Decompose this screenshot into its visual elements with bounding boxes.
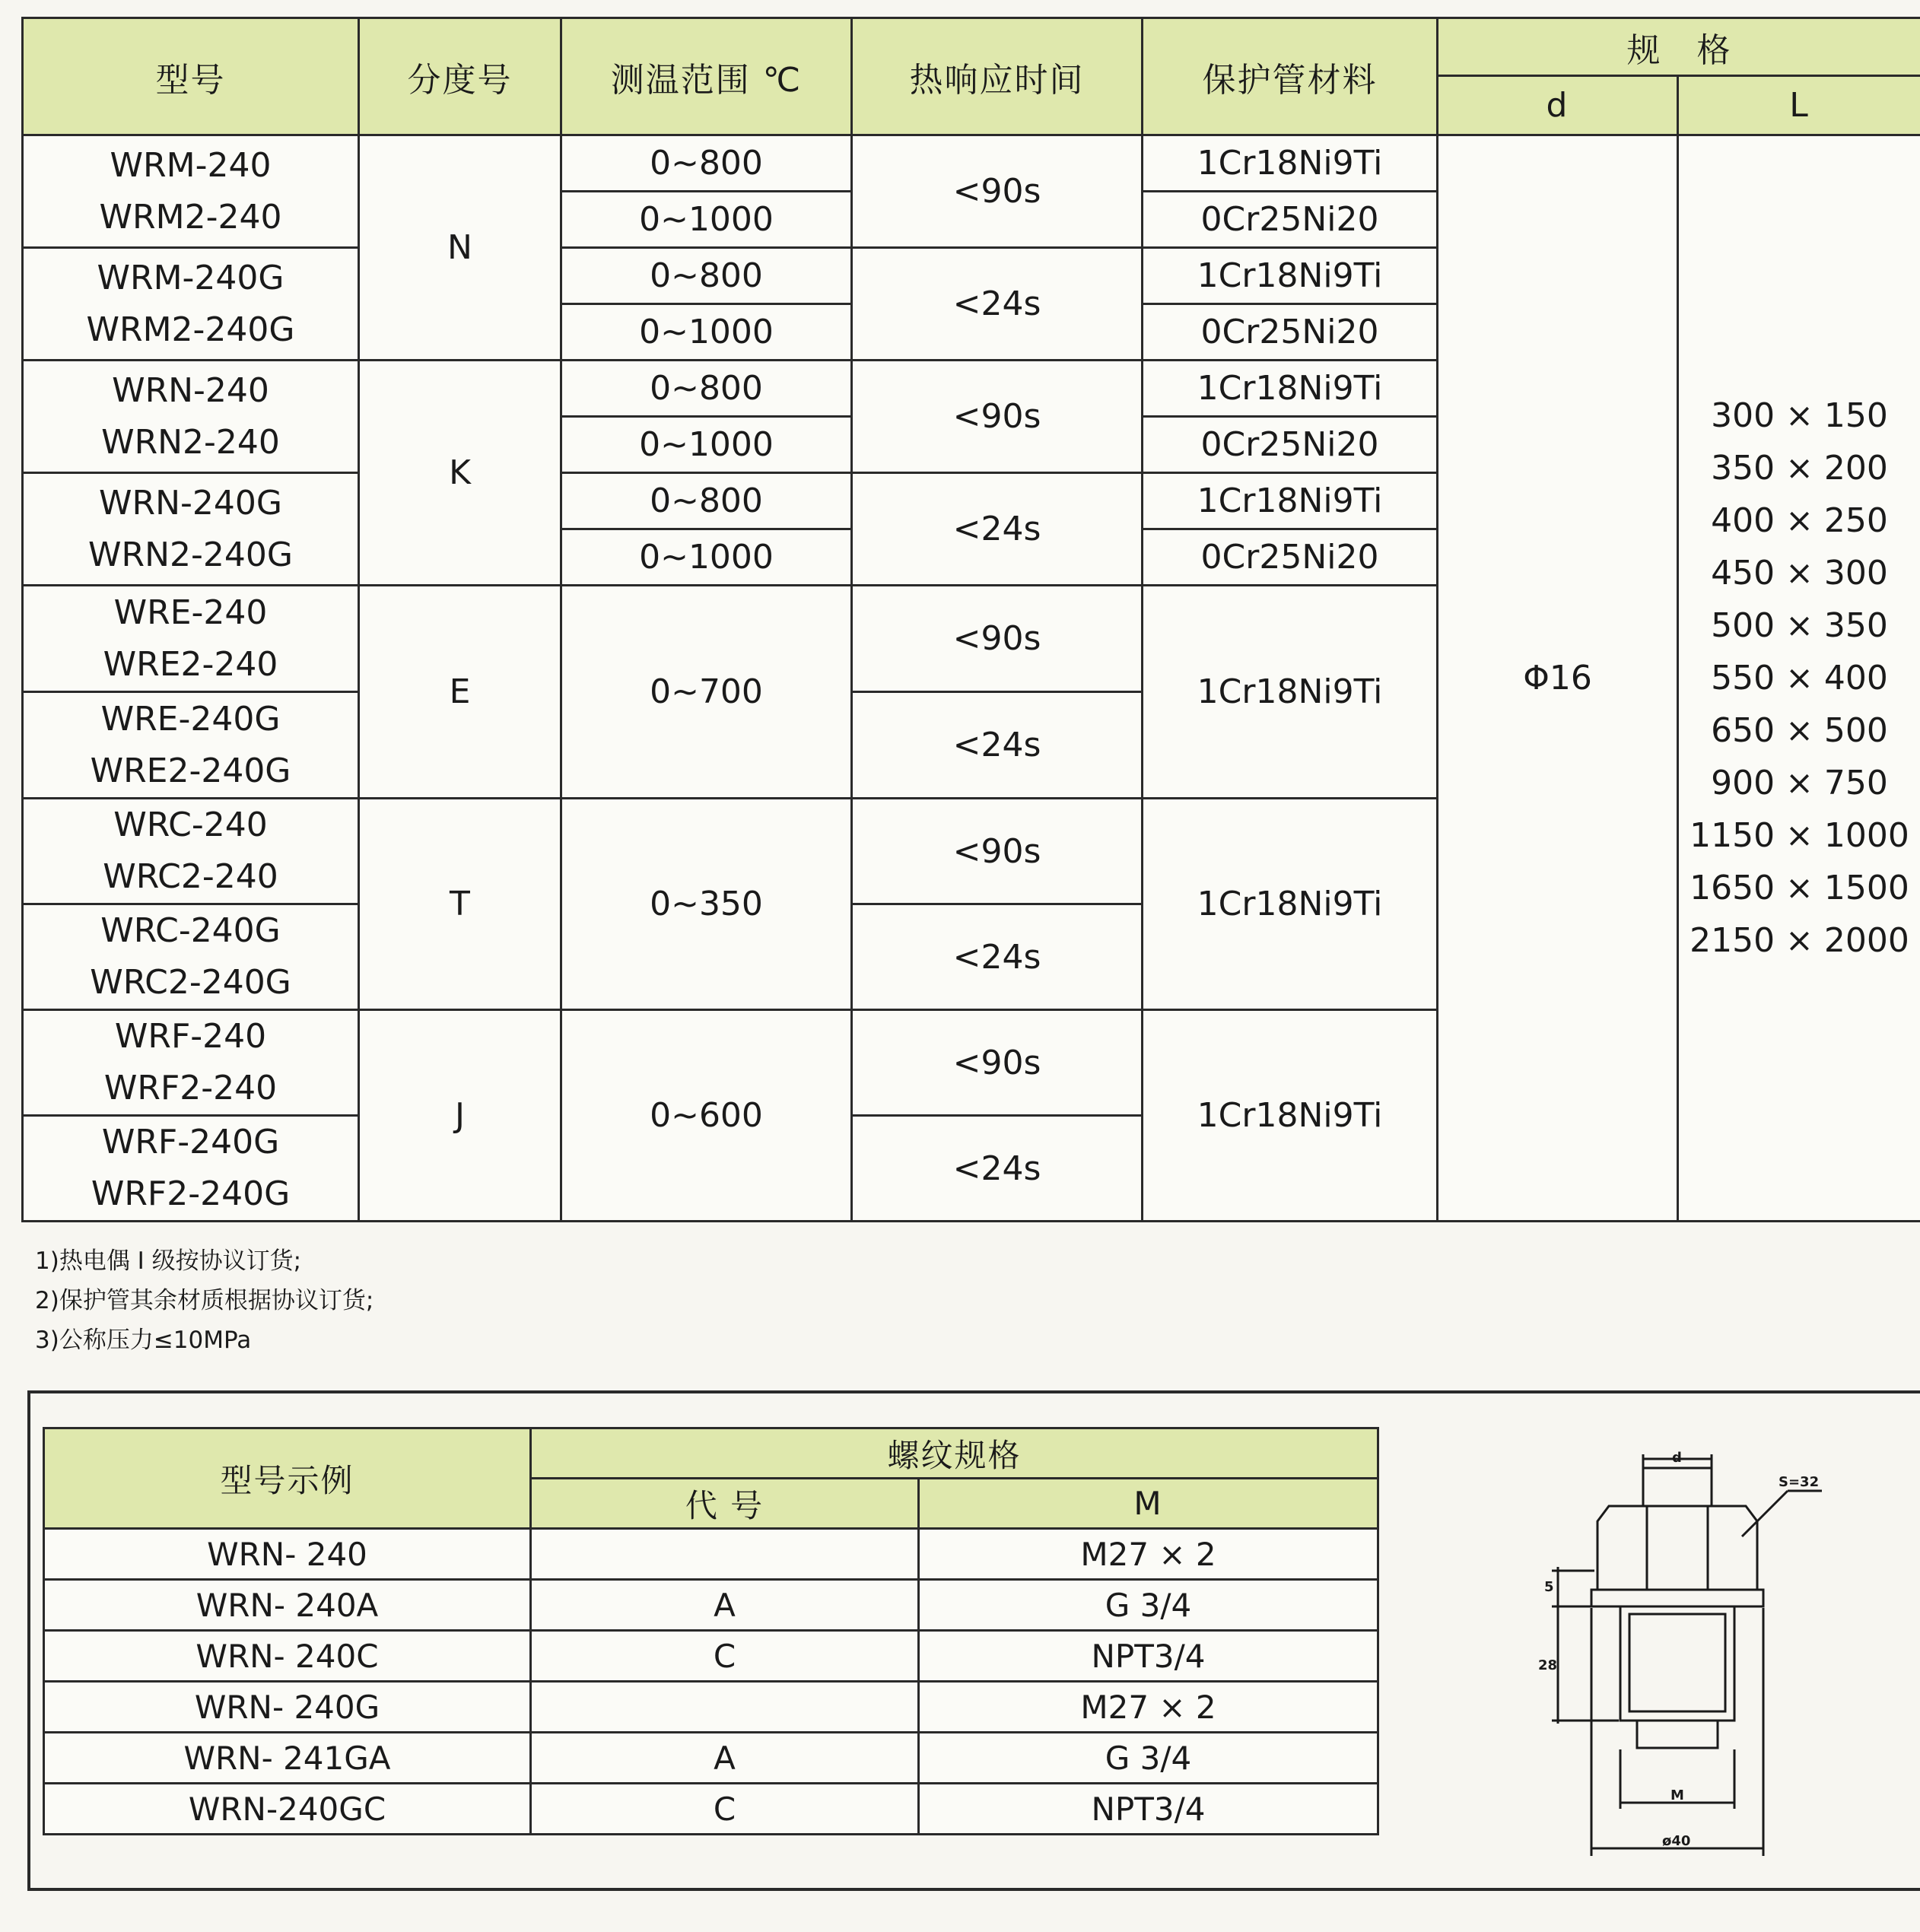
model-cell: WRC-240G WRC2-240G <box>23 904 359 1010</box>
note-1: 1)热电偶 I 级按协议订货; <box>35 1247 302 1275</box>
model-cell: WRN-240G WRN2-240G <box>23 473 359 586</box>
graduation-cell: N <box>359 135 561 361</box>
material-cell: 1Cr18Ni9Ti <box>1143 799 1438 1010</box>
example-model: WRN-240GC <box>44 1784 531 1835</box>
thread-M: NPT3/4 <box>919 1784 1378 1835</box>
header-model: 型号 <box>23 18 359 135</box>
spec-table <box>21 17 1920 1222</box>
material-cell: 1Cr18Ni9Ti <box>1143 361 1438 417</box>
range-cell: 0~1000 <box>561 529 852 586</box>
range-cell: 0~600 <box>561 1010 852 1222</box>
response-cell: <24s <box>852 904 1143 1010</box>
thread-M: G 3/4 <box>919 1580 1378 1631</box>
thread-code: A <box>531 1733 919 1784</box>
table-row <box>44 1784 1378 1835</box>
model-cell: WRF-240 WRF2-240 <box>23 1010 359 1116</box>
model-cell: WRM-240 WRM2-240 <box>23 135 359 248</box>
graduation-cell: K <box>359 361 561 586</box>
header-M: M <box>919 1479 1378 1529</box>
response-cell: <90s <box>852 799 1143 904</box>
thread-M: M27 × 2 <box>919 1682 1378 1733</box>
header-spec: 规 格 <box>1438 18 1920 76</box>
material-cell: 1Cr18Ni9Ti <box>1143 586 1438 799</box>
material-cell: 1Cr18Ni9Ti <box>1143 248 1438 304</box>
table-row <box>44 1580 1378 1631</box>
range-cell: 0~1000 <box>561 192 852 248</box>
model-cell: WRC-240 WRC2-240 <box>23 799 359 904</box>
header-material: 保护管材料 <box>1143 18 1438 135</box>
range-cell: 0~800 <box>561 248 852 304</box>
range-cell: 0~350 <box>561 799 852 1010</box>
thread-code <box>531 1529 919 1580</box>
table-row <box>44 1529 1378 1580</box>
label-m: M <box>1670 1787 1684 1803</box>
example-model: WRN- 240G <box>44 1682 531 1733</box>
example-model: WRN- 241GA <box>44 1733 531 1784</box>
range-cell: 0~800 <box>561 135 852 192</box>
label-28: 28 <box>1538 1657 1558 1673</box>
header-L: L <box>1678 76 1920 135</box>
thread-M: G 3/4 <box>919 1733 1378 1784</box>
example-model: WRN- 240A <box>44 1580 531 1631</box>
note-2: 2)保护管其余材质根据协议订货; <box>35 1287 374 1314</box>
thread-M: NPT3/4 <box>919 1631 1378 1682</box>
header-response: 热响应时间 <box>852 18 1143 135</box>
response-cell: <90s <box>852 586 1143 692</box>
range-cell: 0~800 <box>561 473 852 529</box>
d-value-cell: Φ16 <box>1438 135 1678 1222</box>
response-cell: <24s <box>852 692 1143 799</box>
range-cell: 0~1000 <box>561 304 852 361</box>
model-cell: WRF-240G WRF2-240G <box>23 1116 359 1222</box>
thread-M: M27 × 2 <box>919 1529 1378 1580</box>
response-cell: <24s <box>852 248 1143 361</box>
model-cell: WRE-240G WRE2-240G <box>23 692 359 799</box>
flange-shape <box>1591 1590 1763 1606</box>
material-cell: 1Cr18Ni9Ti <box>1143 473 1438 529</box>
material-cell: 1Cr18Ni9Ti <box>1143 135 1438 192</box>
graduation-cell: J <box>359 1010 561 1222</box>
model-cell: WRN-240 WRN2-240 <box>23 361 359 473</box>
thread-code <box>531 1682 919 1733</box>
response-cell: <90s <box>852 135 1143 248</box>
header-d: d <box>1438 76 1678 135</box>
note-3: 3)公称压力≤10MPa <box>35 1327 252 1354</box>
range-cell: 0~1000 <box>561 417 852 473</box>
response-cell: <90s <box>852 1010 1143 1116</box>
example-model: WRN- 240 <box>44 1529 531 1580</box>
header-thread: 螺纹规格 <box>531 1428 1378 1479</box>
range-cell: 0~800 <box>561 361 852 417</box>
header-range: 测温范围 ℃ <box>561 18 852 135</box>
material-cell: 1Cr18Ni9Ti <box>1143 1010 1438 1222</box>
table-row <box>44 1682 1378 1733</box>
table-row <box>44 1733 1378 1784</box>
hex-nut-shape <box>1597 1506 1757 1590</box>
model-cell: WRM-240G WRM2-240G <box>23 248 359 361</box>
graduation-cell: T <box>359 799 561 1010</box>
label-d: d <box>1672 1450 1682 1466</box>
stem-top-shape <box>1643 1468 1712 1506</box>
L-values-cell: 300 × 150 350 × 200 400 × 250 450 × 300 500 × 350 550 × 400 650 × 500 900 × 750 1150 × 1000 1650 × 1500 2150 × 2000 <box>1678 135 1920 1222</box>
material-cell: 0Cr25Ni20 <box>1143 304 1438 361</box>
thread-table <box>43 1427 1379 1835</box>
label-5: 5 <box>1544 1579 1554 1595</box>
response-cell: <90s <box>852 361 1143 473</box>
response-cell: <24s <box>852 1116 1143 1222</box>
model-cell: WRE-240 WRE2-240 <box>23 586 359 692</box>
thread-body-shape <box>1620 1606 1734 1721</box>
example-model: WRN- 240C <box>44 1631 531 1682</box>
header-graduation: 分度号 <box>359 18 561 135</box>
material-cell: 0Cr25Ni20 <box>1143 192 1438 248</box>
range-cell: 0~700 <box>561 586 852 799</box>
response-cell: <24s <box>852 473 1143 586</box>
material-cell: 0Cr25Ni20 <box>1143 417 1438 473</box>
header-example: 型号示例 <box>44 1428 531 1529</box>
thread-code: A <box>531 1580 919 1631</box>
stem-bottom-shape <box>1637 1721 1718 1748</box>
graduation-cell: E <box>359 586 561 799</box>
fitting-drawing <box>1521 1445 1841 1856</box>
label-s: S=32 <box>1779 1474 1820 1490</box>
label-dia40: ø40 <box>1662 1833 1691 1849</box>
thread-code: C <box>531 1631 919 1682</box>
header-code: 代 号 <box>531 1479 919 1529</box>
thread-code: C <box>531 1784 919 1835</box>
table-row <box>44 1631 1378 1682</box>
material-cell: 0Cr25Ni20 <box>1143 529 1438 586</box>
notes <box>35 1241 374 1360</box>
